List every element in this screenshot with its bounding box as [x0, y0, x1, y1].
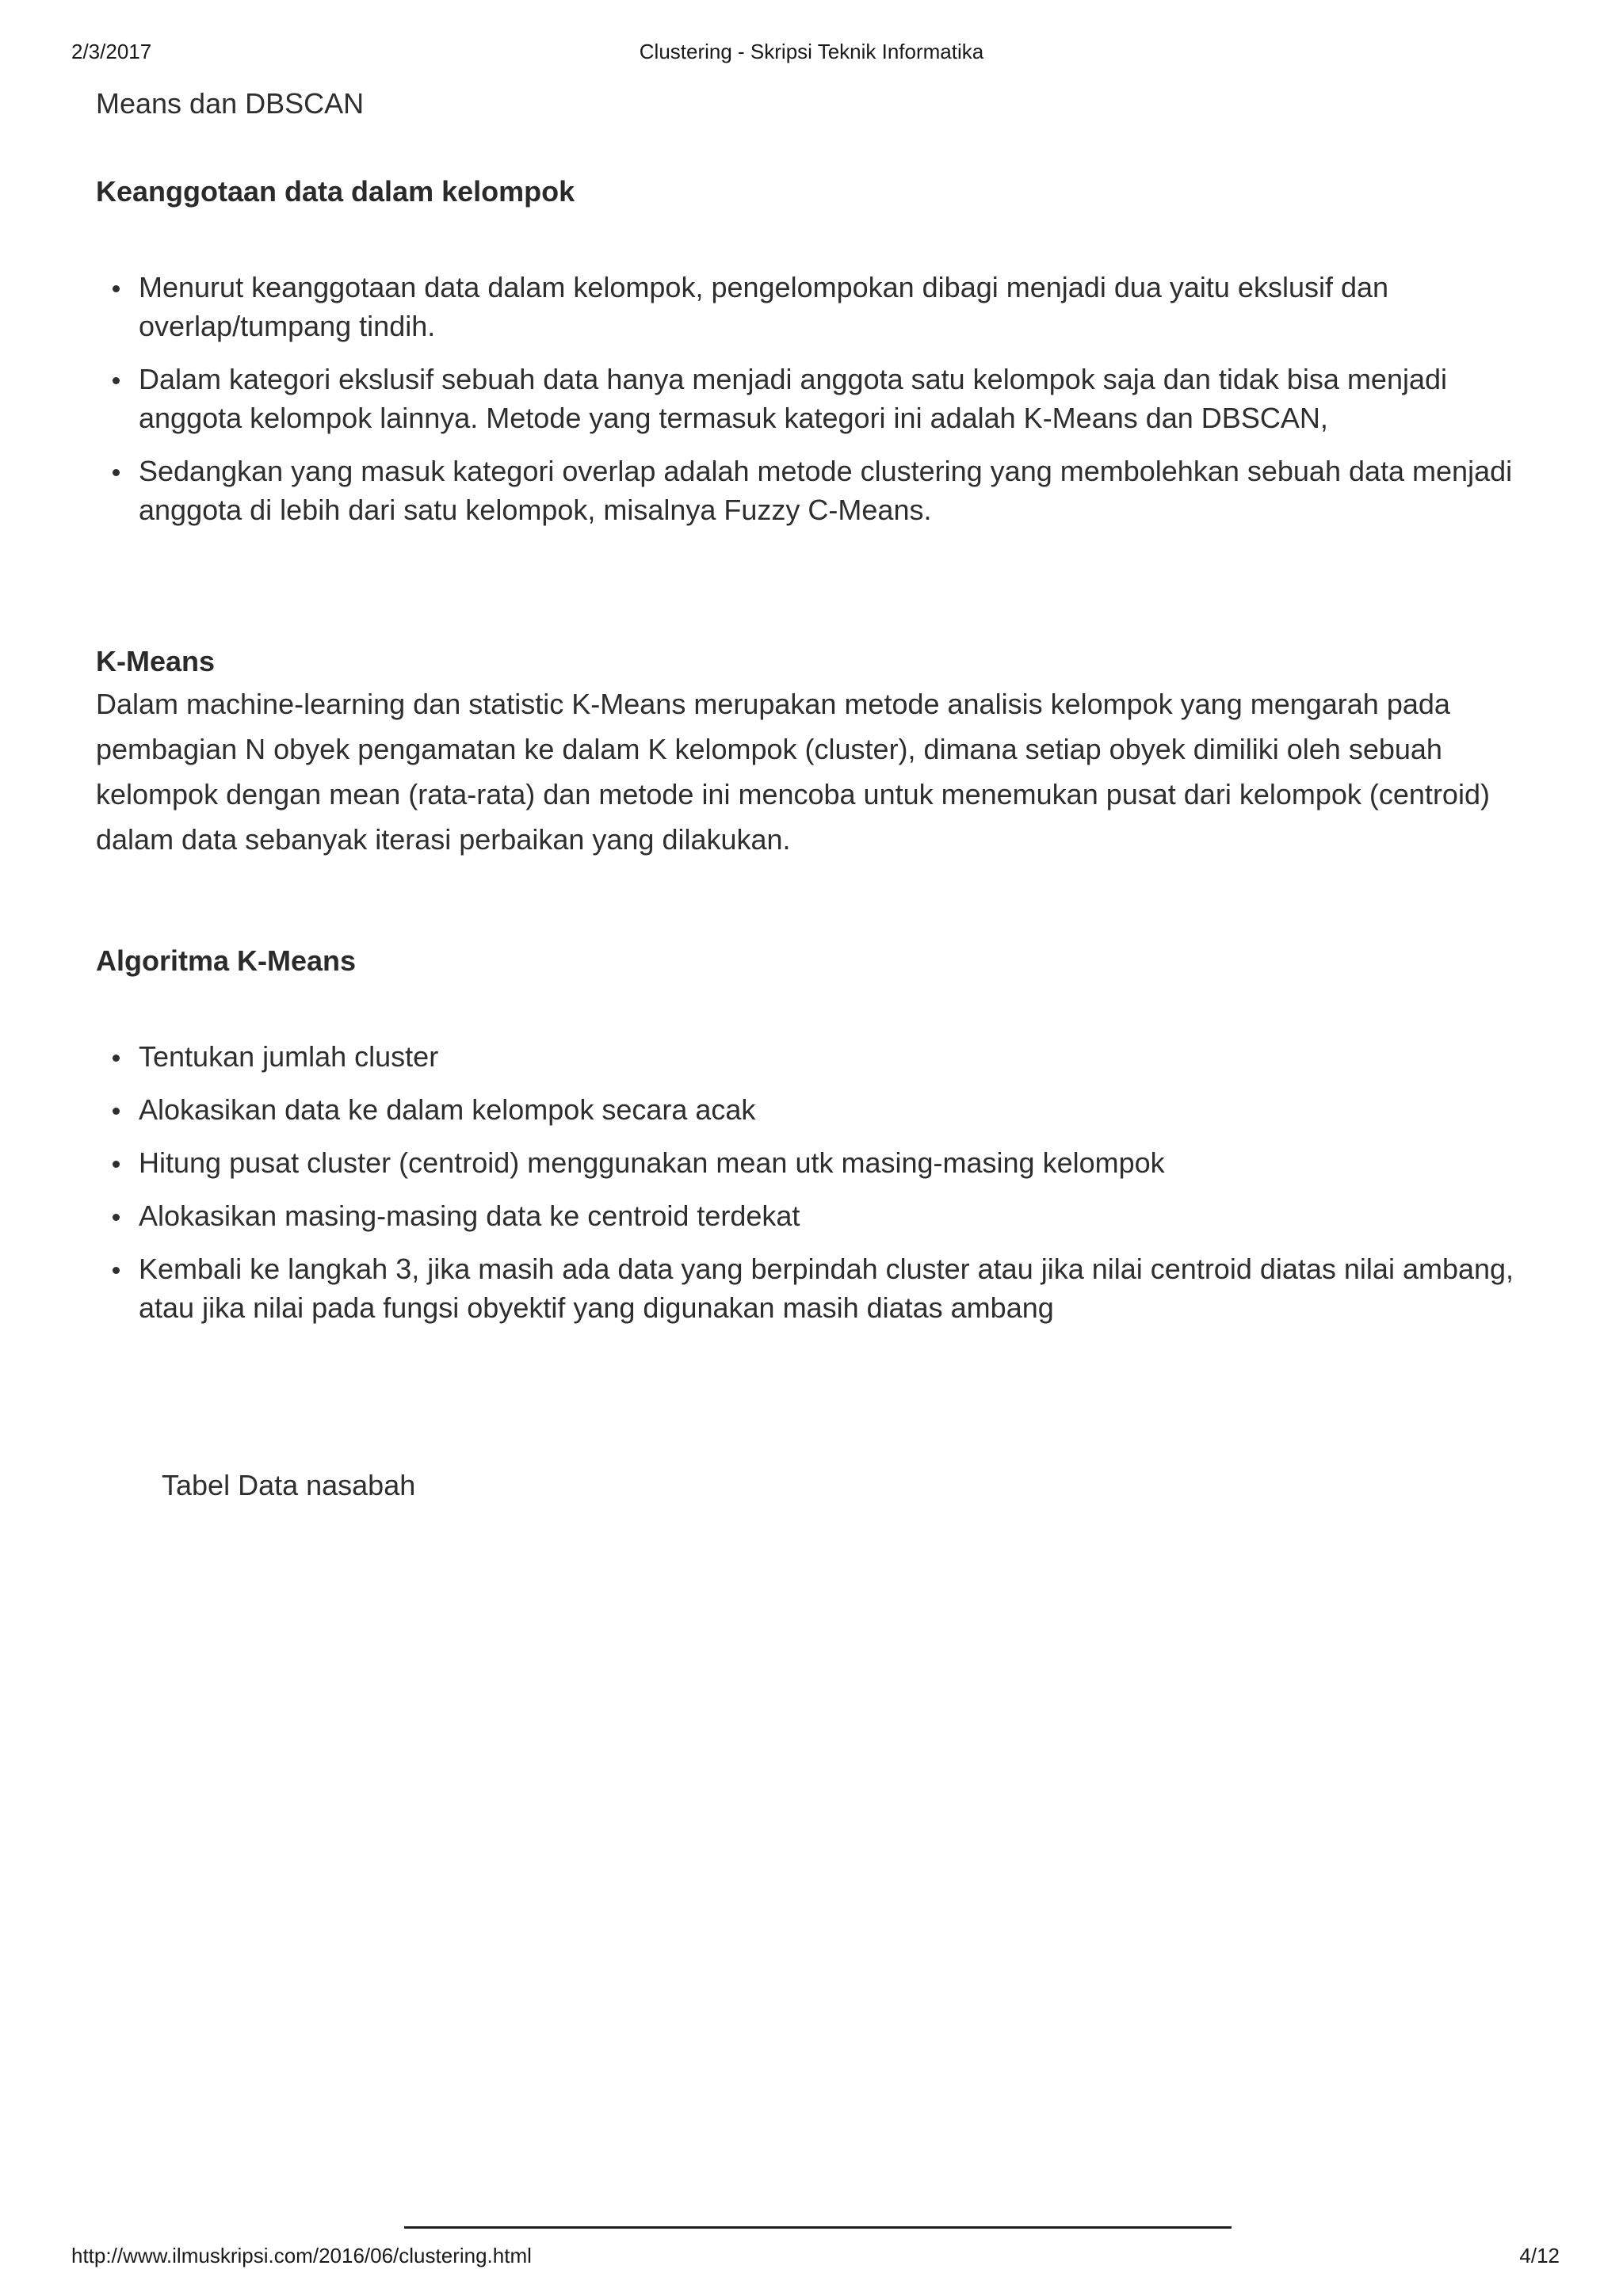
section-heading-keanggotaan: Keanggotaan data dalam kelompok [96, 175, 575, 208]
list-item: Sedangkan yang masuk kategori overlap adalah metode clustering yang membolehkan sebuah data menjadi anggota di lebih dari satu kelompok, misalnya Fuzzy C-Means. [139, 452, 1522, 529]
list-item: Dalam kategori ekslusif sebuah data hanya menjadi anggota satu kelompok saja dan tidak bisa menjadi anggota kelompok lainnya. Metode yang termasuk kategori ini adalah K-Means dan DBSCAN, [139, 360, 1522, 437]
list-item: Alokasikan masing-masing data ke centroid terdekat [139, 1196, 1522, 1235]
lead-text: Means dan DBSCAN [96, 87, 365, 120]
kmeans-paragraph: Dalam machine-learning dan statistic K-Means merupakan metode analisis kelompok yang mengarah pada pembagian N obyek pengamatan ke dalam K kelompok (cluster), dimana setiap obyek dimiliki oleh sebuah kelompok dengan mean (rata-rata) dan metode ini mencoba untuk menemukan pusat dari kelompok (centroid) dalam data sebanyak iterasi perbaikan yang dilakukan. [96, 688, 1490, 856]
print-date: 2/3/2017 [71, 40, 152, 63]
table-caption: Tabel Data nasabah [162, 1469, 416, 1501]
page-number: 4/12 [1519, 2244, 1560, 2267]
list-item: Alokasikan data ke dalam kelompok secara acak [139, 1090, 1522, 1129]
list-item: Menurut keanggotaan data dalam kelompok, pengelompokan dibagi menjadi dua yaitu ekslusif dan overlap/tumpang tindih. [139, 268, 1522, 345]
article-content [96, 84, 1522, 1505]
section-heading-kmeans: K-Means [96, 645, 216, 677]
print-title: Clustering - Skripsi Teknik Informatika [639, 40, 984, 63]
list-item: Kembali ke langkah 3, jika masih ada data yang berpindah cluster atau jika nilai centroid diatas nilai ambang, atau jika nilai pada fungsi obyektif yang digunakan masih diatas ambang [139, 1249, 1522, 1327]
divider-line [404, 2226, 1232, 2229]
section-heading-algoritma: Algoritma K-Means [96, 944, 357, 977]
algoritma-list [96, 1037, 1522, 1327]
print-header [71, 40, 1552, 68]
page-url: http://www.ilmuskripsi.com/2016/06/clustering.html [71, 2244, 532, 2267]
list-item: Tentukan jumlah cluster [139, 1037, 1522, 1076]
list-item: Hitung pusat cluster (centroid) menggunakan mean utk masing-masing kelompok [139, 1143, 1522, 1182]
keanggotaan-list [96, 268, 1522, 529]
